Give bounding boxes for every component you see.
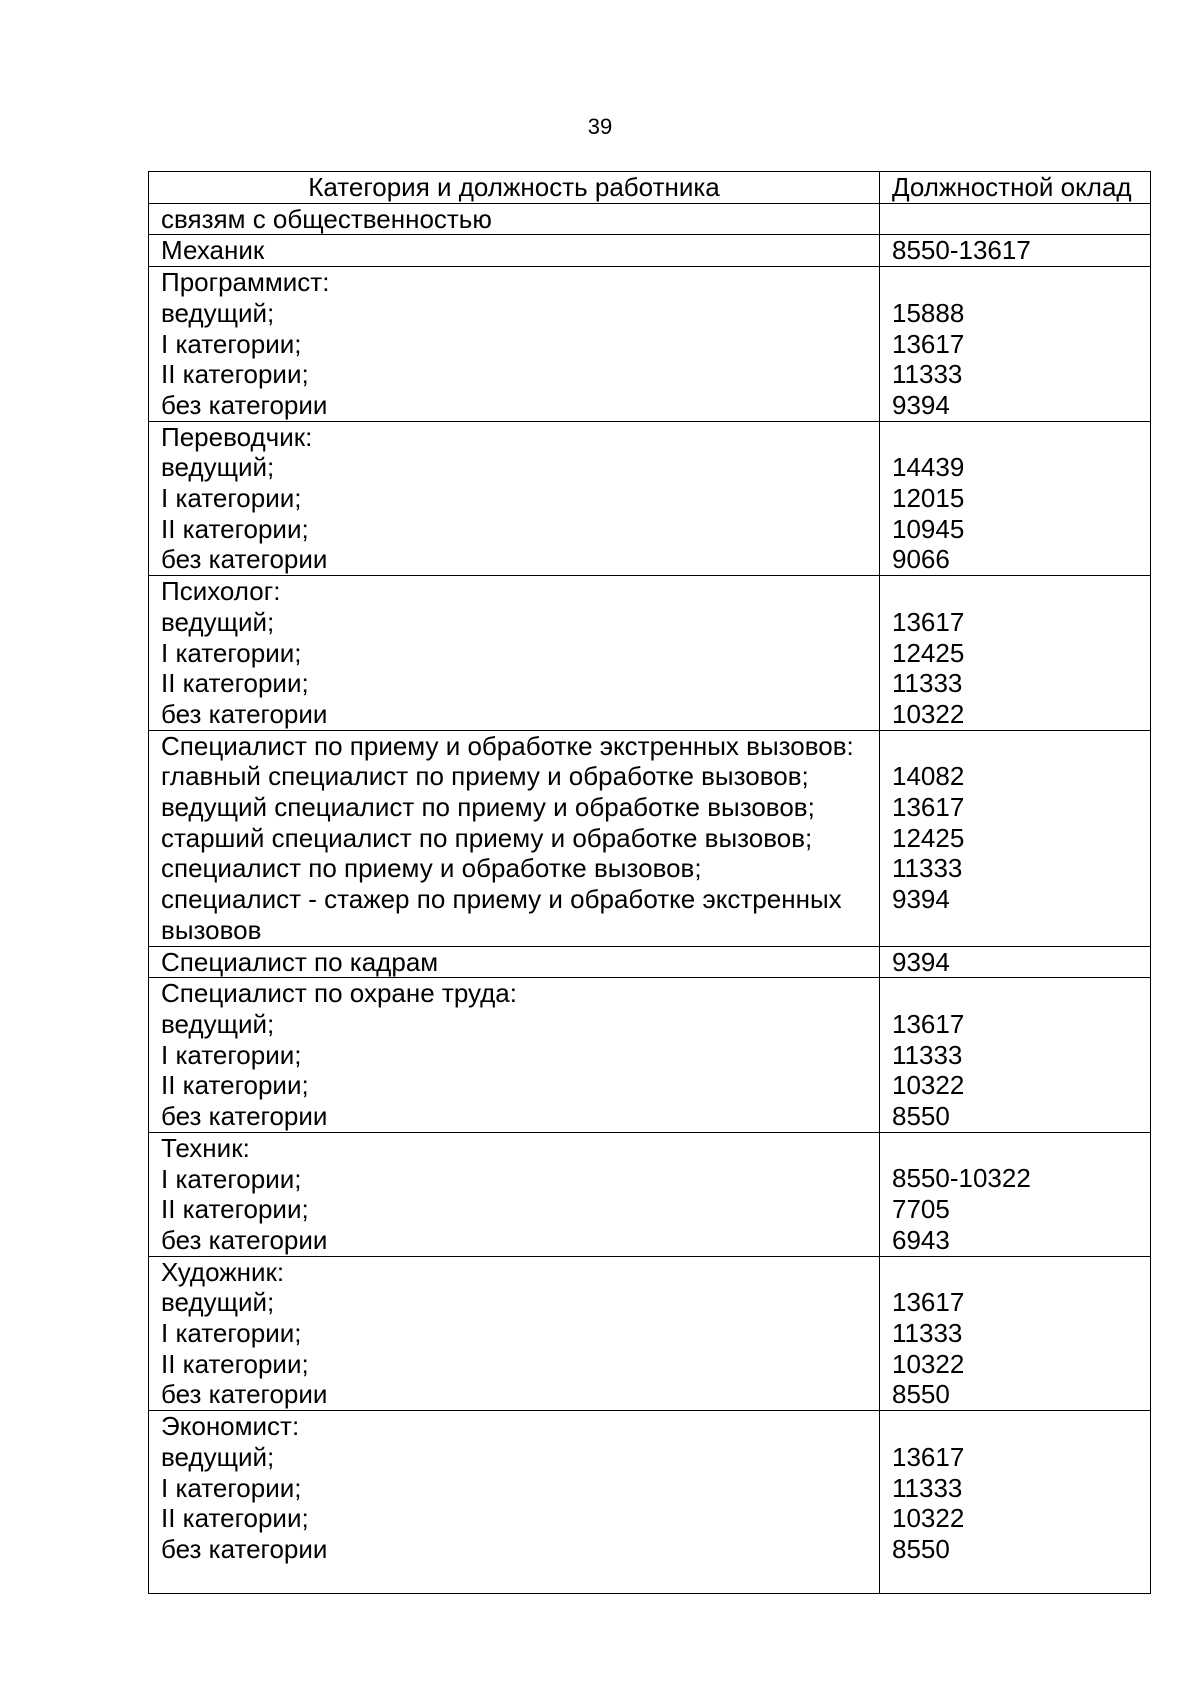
header-salary: Должностной оклад	[880, 172, 1151, 204]
salary-value	[892, 978, 1150, 1009]
salary-value: 13617	[892, 792, 965, 823]
salary-value: 13617	[892, 1008, 965, 1039]
position-line: I категории;	[161, 1039, 302, 1070]
table-row	[149, 421, 1151, 576]
table-body	[149, 203, 1151, 1593]
position-line: Механик	[161, 235, 265, 266]
position-line: II категории;	[161, 513, 309, 544]
position-line: без категории	[161, 544, 328, 575]
salary-value: 9394	[892, 946, 950, 977]
salary-value: 10945	[892, 513, 965, 544]
position-line: ведущий;	[161, 1441, 275, 1472]
table-row	[149, 946, 1151, 978]
position-line: специалист - стажер по приему и обработке экстренных вызовов	[161, 884, 842, 945]
salary-value: 11333	[892, 1472, 963, 1503]
salary-value: 10322	[892, 1348, 965, 1379]
salary-value	[892, 204, 1150, 235]
position-group-title: Техник:	[161, 1132, 250, 1163]
position-line: ведущий;	[161, 606, 275, 637]
position-line: без категории	[161, 1224, 328, 1255]
salary-value: 9394	[892, 884, 950, 915]
salary-value: 14439	[892, 452, 965, 483]
position-cell	[149, 1132, 880, 1256]
salary-value: 10322	[892, 698, 965, 729]
salary-value: 8550	[892, 1379, 950, 1410]
salary-cell	[880, 1411, 1151, 1594]
position-line: ведущий;	[161, 297, 275, 328]
position-group-title: Психолог:	[161, 576, 281, 607]
table-row	[149, 978, 1151, 1133]
position-line: I категории;	[161, 1318, 302, 1349]
table-row	[149, 267, 1151, 422]
position-line: I категории;	[161, 637, 302, 668]
position-cell	[149, 203, 880, 235]
position-line: без категории	[161, 698, 328, 729]
page-number: 39	[587, 114, 613, 139]
salary-cell	[880, 421, 1151, 576]
position-group-title: Специалист по приему и обработке экстренных вызовов:	[161, 730, 854, 761]
position-line: II категории;	[161, 1070, 309, 1101]
table-row	[149, 576, 1151, 731]
salary-value: 10322	[892, 1503, 965, 1534]
salary-value	[892, 1411, 1150, 1442]
position-line: I категории;	[161, 1163, 302, 1194]
salary-value: 15888	[892, 297, 965, 328]
salary-value: 8550-13617	[892, 235, 1031, 266]
position-line: без категории	[161, 1533, 328, 1564]
header-category-position: Категория и должность работника	[149, 172, 880, 204]
salary-cell	[880, 730, 1151, 946]
salary-value: 13617	[892, 606, 965, 637]
salary-value: 7705	[892, 1194, 950, 1225]
position-line: I категории;	[161, 328, 302, 359]
position-line: ведущий;	[161, 452, 275, 483]
position-cell	[149, 730, 880, 946]
table-row	[149, 203, 1151, 235]
position-line: Специалист по кадрам	[161, 946, 439, 977]
salary-cell	[880, 946, 1151, 978]
salary-value: 11333	[892, 1318, 963, 1348]
salary-value	[892, 267, 1150, 298]
salary-value: 11333	[892, 668, 963, 699]
salary-value: 11333	[892, 853, 963, 884]
position-line: ведущий;	[161, 1287, 275, 1318]
table-row	[149, 730, 1151, 946]
salary-value: 11333	[892, 359, 963, 390]
salary-value: 8550	[892, 1101, 950, 1132]
salary-value: 12015	[892, 483, 965, 514]
salary-value: 13617	[892, 1441, 965, 1472]
position-cell	[149, 978, 880, 1133]
position-line: без категории	[161, 389, 328, 420]
position-group-title: Экономист:	[161, 1411, 300, 1442]
salary-value: 14082	[892, 761, 965, 792]
salary-value: 9066	[892, 544, 950, 575]
position-cell	[149, 946, 880, 978]
position-group-title: Переводчик:	[161, 421, 313, 452]
salary-value: 11333	[892, 1039, 963, 1070]
salary-cell	[880, 1132, 1151, 1256]
table-header-row	[149, 172, 1151, 204]
salary-value	[892, 731, 1150, 762]
position-line: I категории;	[161, 483, 302, 514]
position-cell	[149, 1256, 880, 1411]
position-line: старший специалист по приему и обработке вызовов;	[161, 822, 813, 853]
position-group-title: Специалист по охране труда:	[161, 978, 517, 1009]
salary-value: 6943	[892, 1224, 950, 1255]
salary-value: 13617	[892, 328, 965, 359]
table-row	[149, 1411, 1151, 1594]
position-line: II категории;	[161, 1194, 309, 1225]
salary-value	[892, 422, 1150, 453]
salary-value: 8550	[892, 1533, 950, 1564]
table-row	[149, 235, 1151, 267]
position-cell	[149, 235, 880, 267]
position-line: II категории;	[161, 1348, 309, 1379]
salary-value	[892, 1133, 1150, 1164]
salary-cell	[880, 267, 1151, 422]
position-cell	[149, 267, 880, 422]
salary-value: 10322	[892, 1070, 965, 1101]
salary-cell	[880, 978, 1151, 1133]
position-cell	[149, 576, 880, 731]
salary-value: 12425	[892, 637, 965, 668]
salary-cell	[880, 203, 1151, 235]
salary-value: 9394	[892, 389, 950, 420]
table-row	[149, 1256, 1151, 1411]
salary-value	[892, 1257, 1150, 1288]
salary-value: 13617	[892, 1287, 965, 1318]
position-line: специалист по приему и обработке вызовов;	[161, 853, 702, 884]
table-row	[149, 1132, 1151, 1256]
salary-value: 8550-10322	[892, 1163, 1031, 1194]
salary-cell	[880, 1256, 1151, 1411]
position-group-title: Художник:	[161, 1256, 285, 1287]
salary-value	[892, 576, 1150, 607]
position-line: I категории;	[161, 1472, 302, 1503]
position-line: ведущий специалист по приему и обработке вызовов;	[161, 792, 815, 823]
position-cell	[149, 1411, 880, 1594]
position-line: без категории	[161, 1379, 328, 1410]
position-line: без категории	[161, 1101, 328, 1132]
salary-cell	[880, 235, 1151, 267]
position-line: II категории;	[161, 1503, 309, 1534]
salary-cell	[880, 576, 1151, 731]
position-line: главный специалист по приему и обработке вызовов;	[161, 761, 809, 792]
position-cell	[149, 421, 880, 576]
position-line: ведущий;	[161, 1008, 275, 1039]
position-group-title: Программист:	[161, 267, 330, 298]
position-line: связям с общественностью	[161, 203, 492, 234]
salary-value: 12425	[892, 822, 965, 853]
position-line: II категории;	[161, 668, 309, 699]
position-line: II категории;	[161, 359, 309, 390]
salary-table	[148, 171, 1151, 1594]
